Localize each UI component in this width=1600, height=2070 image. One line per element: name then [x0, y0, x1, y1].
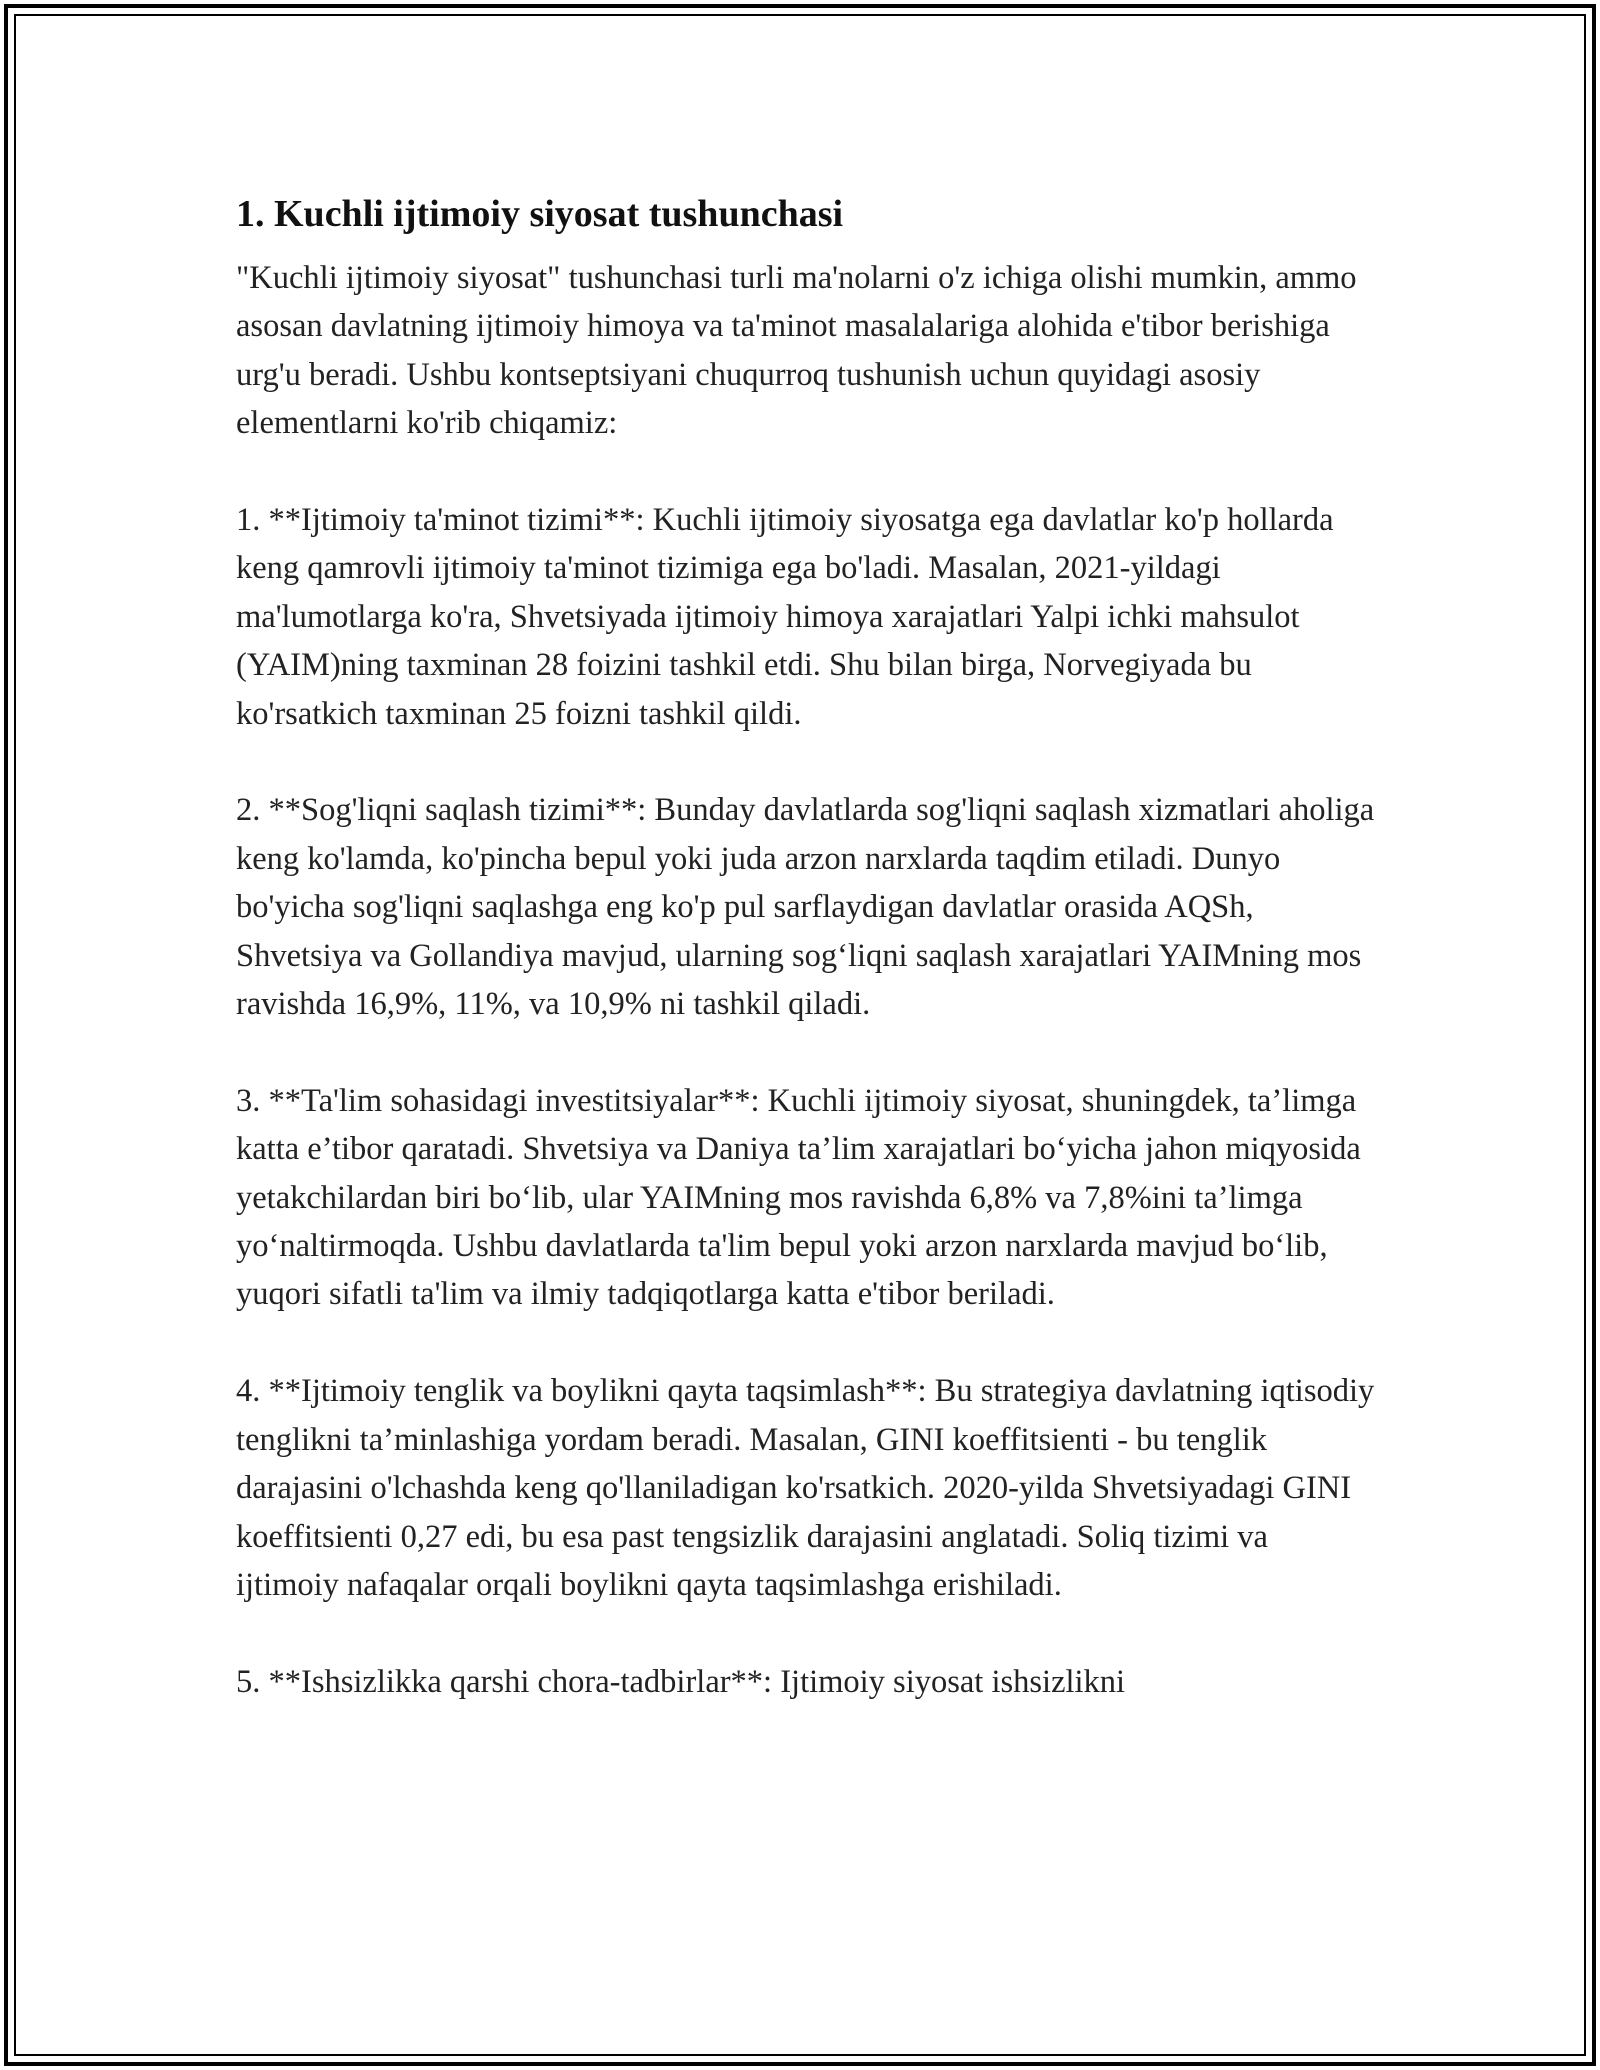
paragraph-unemployment: 5. **Ishsizlikka qarshi chora-tadbirlar**: Ijtimoiy siyosat ishsizlikni: [236, 1663, 1126, 1700]
intro-paragraph: "Kuchli ijtimoiy siyosat" tushunchasi turli ma'nolarni o'z ichiga olishi mumkin, ammo asosan davlatning ijtimoiy himoya va ta'minot masalalariga alohida e'tibor berishiga urg'u beradi. Ushbu kontseptsiyani chuqurroq tushunish uchun quyidagi asosiy elementlarni ko'rib chiqamiz:: [236, 260, 1357, 442]
document-page: [236, 186, 1376, 1755]
paragraph-education: 3. **Ta'lim sohasidagi investitsiyalar**: Kuchli ijtimoiy siyosat, shuningdek, ta’limga katta e’tibor qaratadi. Shvetsiya va Daniya ta’lim xarajatlari bo‘yicha jahon miqyosida yetakchilardan biri bo‘lib, ular YAIMning mos ravishda 6,8% va 7,8%ini ta’limga yo‘naltirmoqda. Ushbu davlatlarda ta'lim bepul yoki arzon narxlarda mavjud bo‘lib, yuqori sifatli ta'lim va ilmiy tadqiqotlarga katta e'tibor beriladi.: [236, 1082, 1361, 1313]
paragraph-social-security: 1. **Ijtimoiy ta'minot tizimi**: Kuchli ijtimoiy siyosatga ega davlatlar ko'p hollarda keng qamrovli ijtimoiy ta'minot tizimiga ega bo'ladi. Masalan, 2021-yildagi ma'lumotlarga ko'ra, Shvetsiyada ijtimoiy himoya xarajatlari Yalpi ichki mahsulot (YAIM)ning taxminan 28 foizini tashkil etdi. Shu bilan birga, Norvegiyada bu ko'rsatkich taxminan 25 foizni tashkil qildi.: [236, 502, 1334, 732]
section-heading: 1. Kuchli ijtimoiy siyosat tushunchasi: [236, 193, 844, 235]
paragraph-equality: 4. **Ijtimoiy tenglik va boylikni qayta taqsimlash**: Bu strategiya davlatning iqtisodiy tenglikni ta’minlashiga yordam beradi. Masalan, GINI koeffitsienti - bu tenglik darajasini o'lchashda keng qo'llaniladigan ko'rsatkich. 2020-yilda Shvetsiyadagi GINI koeffitsienti 0,27 edi, bu esa past tengsizlik darajasini anglatadi. Soliq tizimi va ijtimoiy nafaqalar orqali boylikni qayta taqsimlashga erishiladi.: [236, 1373, 1375, 1603]
paragraph-healthcare: 2. **Sog'liqni saqlash tizimi**: Bunday davlatlarda sog'liqni saqlash xizmatlari aholiga keng ko'lamda, ko'pincha bepul yoki juda arzon narxlarda taqdim etiladi. Dunyo bo'yicha sog'liqni saqlashga eng ko'p pul sarflaydigan davlatlar orasida AQSh, Shvetsiya va Gollandiya mavjud, ularning sog‘liqni saqlash xarajatlari YAIMning mos ravishda 16,9%, 11%, va 10,9% ni tashkil qiladi.: [236, 792, 1375, 1023]
